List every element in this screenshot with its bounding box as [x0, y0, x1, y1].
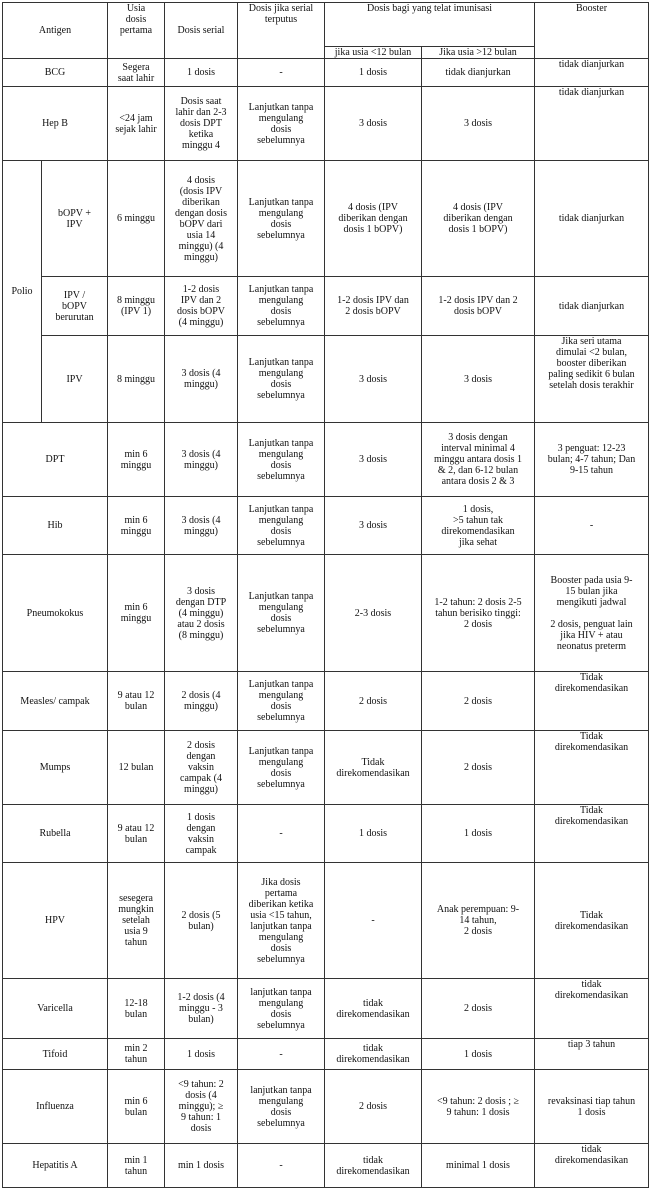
- cell-serial: 1 dosis: [165, 59, 238, 87]
- cell-serial: 3 dosis (4 minggu): [165, 336, 238, 423]
- cell-gt12: 3 dosis: [422, 336, 535, 423]
- cell-terputus: Lanjutkan tanpa mengulang dosis sebelumnya: [238, 497, 325, 555]
- cell-terputus: Lanjutkan tanpa mengulang dosis sebelumnya: [238, 423, 325, 497]
- cell-serial: min 1 dosis: [165, 1144, 238, 1188]
- cell-gt12: 1 dosis: [422, 805, 535, 863]
- cell-serial: <9 tahun: 2 dosis (4 minggu); ≥ 9 tahun: 1 dosis: [165, 1070, 238, 1144]
- cell-terputus: -: [238, 1144, 325, 1188]
- cell-lt12: 3 dosis: [325, 423, 422, 497]
- cell-lt12: Tidak direkomendasikan: [325, 731, 422, 805]
- header-antigen: Antigen: [3, 3, 108, 59]
- cell-gt12: minimal 1 dosis: [422, 1144, 535, 1188]
- cell-lt12: 2-3 dosis: [325, 555, 422, 672]
- cell-usia: 9 atau 12 bulan: [108, 672, 165, 731]
- cell-usia: 8 minggu: [108, 336, 165, 423]
- cell-booster: -: [535, 497, 649, 555]
- cell-terputus: Lanjutkan tanpa mengulang dosis sebelumnya: [238, 336, 325, 423]
- cell-booster: revaksinasi tiap tahun 1 dosis: [535, 1070, 649, 1144]
- cell-serial: 3 dosis (4 minggu): [165, 497, 238, 555]
- cell-booster: tiap 3 tahun: [535, 1039, 649, 1070]
- cell-booster: 3 penguat: 12-23 bulan; 4-7 tahun; Dan 9-15 tahun: [535, 423, 649, 497]
- cell-antigen: Hib: [3, 497, 108, 555]
- cell-terputus: -: [238, 805, 325, 863]
- cell-antigen: Rubella: [3, 805, 108, 863]
- cell-lt12: 3 dosis: [325, 497, 422, 555]
- cell-terputus: lanjutkan tanpa mengulang dosis sebelumnya: [238, 979, 325, 1039]
- cell-terputus: Lanjutkan tanpa mengulang dosis sebelumnya: [238, 555, 325, 672]
- table-row: [3, 1039, 649, 1070]
- cell-booster: Tidak direkomendasikan: [535, 731, 649, 805]
- cell-gt12: 1-2 dosis IPV dan 2 dosis bOPV: [422, 277, 535, 336]
- cell-terputus: -: [238, 1039, 325, 1070]
- cell-booster: Tidak direkomendasikan: [535, 805, 649, 863]
- cell-booster: tidak dianjurkan: [535, 87, 649, 161]
- cell-usia: Segera saat lahir: [108, 59, 165, 87]
- cell-gt12: 2 dosis: [422, 672, 535, 731]
- cell-booster: tidak dianjurkan: [535, 161, 649, 277]
- cell-antigen: Influenza: [3, 1070, 108, 1144]
- table-row: [3, 863, 649, 979]
- cell-usia: 8 minggu (IPV 1): [108, 277, 165, 336]
- cell-gt12: 1 dosis: [422, 1039, 535, 1070]
- table-row: [3, 59, 649, 87]
- cell-terputus: Lanjutkan tanpa mengulang dosis sebelumnya: [238, 161, 325, 277]
- cell-gt12: 2 dosis: [422, 979, 535, 1039]
- cell-booster: Tidak direkomendasikan: [535, 863, 649, 979]
- cell-gt12: 1 dosis, >5 tahun tak direkomendasikan jika sehat: [422, 497, 535, 555]
- cell-lt12: -: [325, 863, 422, 979]
- cell-antigen: BCG: [3, 59, 108, 87]
- cell-lt12: 2 dosis: [325, 1070, 422, 1144]
- cell-lt12: 4 dosis (IPV diberikan dengan dosis 1 bOPV): [325, 161, 422, 277]
- table-row: [3, 672, 649, 731]
- table-row: [3, 336, 649, 423]
- cell-booster: tidak dianjurkan: [535, 59, 649, 87]
- header-gt12: Jika usia >12 bulan: [422, 47, 535, 59]
- cell-antigen: Hep B: [3, 87, 108, 161]
- cell-lt12: tidak direkomendasikan: [325, 1039, 422, 1070]
- cell-lt12: 2 dosis: [325, 672, 422, 731]
- cell-antigen: Hepatitis A: [3, 1144, 108, 1188]
- cell-serial: 1-2 dosis IPV dan 2 dosis bOPV (4 minggu): [165, 277, 238, 336]
- cell-booster: Tidak direkomendasikan: [535, 672, 649, 731]
- cell-terputus: lanjutkan tanpa mengulang dosis sebelumnya: [238, 1070, 325, 1144]
- cell-antigen: Pneumokokus: [3, 555, 108, 672]
- cell-booster: tidak direkomendasikan: [535, 1144, 649, 1188]
- cell-serial: 2 dosis (5 bulan): [165, 863, 238, 979]
- cell-serial: 4 dosis (dosis IPV diberikan dengan dosis bOPV dari usia 14 minggu) (4 minggu): [165, 161, 238, 277]
- cell-serial: 3 dosis (4 minggu): [165, 423, 238, 497]
- cell-usia: 12-18 bulan: [108, 979, 165, 1039]
- header-lt12: jika usia <12 bulan: [325, 47, 422, 59]
- cell-booster: Jika seri utama dimulai <2 bulan, booster diberikan paling sedikit 6 bulan setelah dosis terakhir: [535, 336, 649, 423]
- cell-usia: 6 minggu: [108, 161, 165, 277]
- cell-terputus: -: [238, 59, 325, 87]
- cell-serial: 2 dosis dengan vaksin campak (4 minggu): [165, 731, 238, 805]
- cell-lt12: 1 dosis: [325, 805, 422, 863]
- table-row: [3, 555, 649, 672]
- header-serial: Dosis serial: [165, 3, 238, 59]
- cell-serial: Dosis saat lahir dan 2-3 dosis DPT ketika minggu 4: [165, 87, 238, 161]
- cell-usia: <24 jam sejak lahir: [108, 87, 165, 161]
- cell-antigen: Mumps: [3, 731, 108, 805]
- immunization-table: [2, 2, 649, 1188]
- cell-usia: min 6 minggu: [108, 423, 165, 497]
- header-telat: Dosis bagi yang telat imunisasi: [325, 3, 535, 47]
- cell-antigen: Measles/ campak: [3, 672, 108, 731]
- cell-antigen: DPT: [3, 423, 108, 497]
- header-usia: Usia dosis pertama: [108, 3, 165, 59]
- table-row: [3, 161, 649, 277]
- cell-antigen: bOPV + IPV: [42, 161, 108, 277]
- cell-usia: min 1 tahun: [108, 1144, 165, 1188]
- header-terputus: Dosis jika serial terputus: [238, 3, 325, 59]
- cell-terputus: Lanjutkan tanpa mengulang dosis sebelumnya: [238, 731, 325, 805]
- cell-usia: sesegera mungkin setelah usia 9 tahun: [108, 863, 165, 979]
- table-row: [3, 805, 649, 863]
- table-row: [3, 423, 649, 497]
- cell-gt12: tidak dianjurkan: [422, 59, 535, 87]
- table-row: [3, 979, 649, 1039]
- cell-serial: 2 dosis (4 minggu): [165, 672, 238, 731]
- cell-usia: min 2 tahun: [108, 1039, 165, 1070]
- header-booster: Booster: [535, 3, 649, 59]
- cell-booster: tidak dianjurkan: [535, 277, 649, 336]
- cell-gt12: <9 tahun: 2 dosis ; ≥ 9 tahun: 1 dosis: [422, 1070, 535, 1144]
- cell-gt12: Anak perempuan: 9- 14 tahun, 2 dosis: [422, 863, 535, 979]
- cell-usia: 12 bulan: [108, 731, 165, 805]
- polio-group-label: Polio: [3, 161, 42, 423]
- cell-gt12: 3 dosis dengan interval minimal 4 minggu antara dosis 1 & 2, dan 6-12 bulan antara dosis 2 & 3: [422, 423, 535, 497]
- cell-usia: min 6 minggu: [108, 555, 165, 672]
- cell-terputus: Lanjutkan tanpa mengulang dosis sebelumnya: [238, 277, 325, 336]
- cell-antigen: Varicella: [3, 979, 108, 1039]
- cell-usia: 9 atau 12 bulan: [108, 805, 165, 863]
- cell-antigen: IPV: [42, 336, 108, 423]
- table-row: [3, 497, 649, 555]
- header-row-1: [3, 3, 649, 47]
- cell-serial: 1 dosis dengan vaksin campak: [165, 805, 238, 863]
- cell-lt12: 3 dosis: [325, 87, 422, 161]
- cell-booster: tidak direkomendasikan: [535, 979, 649, 1039]
- cell-terputus: Lanjutkan tanpa mengulang dosis sebelumnya: [238, 672, 325, 731]
- table-row: [3, 87, 649, 161]
- table-row: [3, 277, 649, 336]
- table-row: [3, 1070, 649, 1144]
- cell-gt12: 3 dosis: [422, 87, 535, 161]
- cell-gt12: 4 dosis (IPV diberikan dengan dosis 1 bOPV): [422, 161, 535, 277]
- cell-lt12: tidak direkomendasikan: [325, 979, 422, 1039]
- cell-gt12: 2 dosis: [422, 731, 535, 805]
- cell-antigen: IPV / bOPV berurutan: [42, 277, 108, 336]
- cell-lt12: 1 dosis: [325, 59, 422, 87]
- table-row: [3, 731, 649, 805]
- cell-terputus: Jika dosis pertama diberikan ketika usia <15 tahun, lanjutkan tanpa mengulang dosis sebelumnya: [238, 863, 325, 979]
- cell-serial: 3 dosis dengan DTP (4 minggu) atau 2 dosis (8 minggu): [165, 555, 238, 672]
- cell-terputus: Lanjutkan tanpa mengulang dosis sebelumnya: [238, 87, 325, 161]
- cell-antigen: Tifoid: [3, 1039, 108, 1070]
- cell-lt12: 3 dosis: [325, 336, 422, 423]
- cell-serial: 1 dosis: [165, 1039, 238, 1070]
- cell-lt12: tidak direkomendasikan: [325, 1144, 422, 1188]
- cell-serial: 1-2 dosis (4 minggu - 3 bulan): [165, 979, 238, 1039]
- cell-antigen: HPV: [3, 863, 108, 979]
- cell-booster: Booster pada usia 9- 15 bulan jika mengikuti jadwal 2 dosis, penguat lain jika HIV + atau neonatus preterm: [535, 555, 649, 672]
- cell-usia: min 6 bulan: [108, 1070, 165, 1144]
- cell-lt12: 1-2 dosis IPV dan 2 dosis bOPV: [325, 277, 422, 336]
- cell-gt12: 1-2 tahun: 2 dosis 2-5 tahun berisiko tinggi: 2 dosis: [422, 555, 535, 672]
- cell-usia: min 6 minggu: [108, 497, 165, 555]
